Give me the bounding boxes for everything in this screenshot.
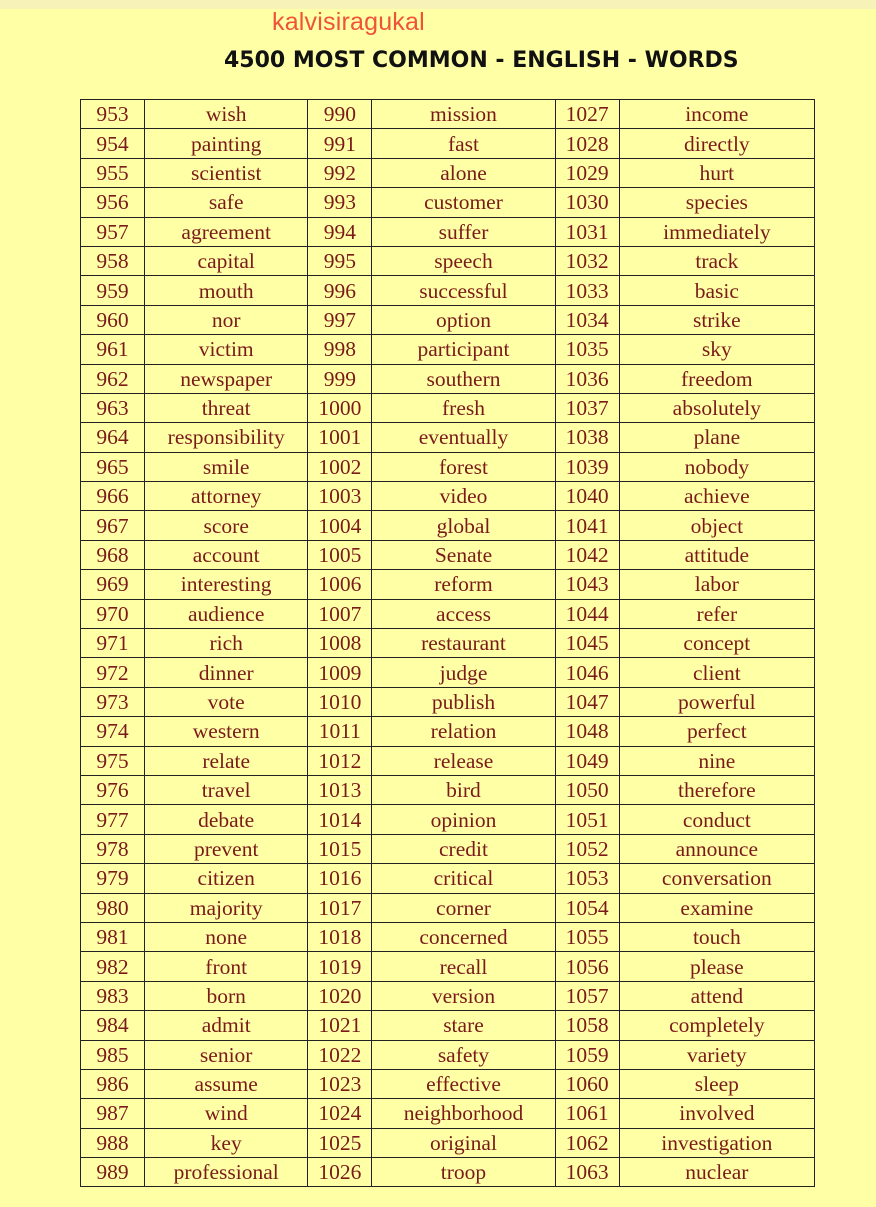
table-row xyxy=(81,1011,815,1040)
word-cell: access xyxy=(372,599,555,628)
table-row xyxy=(81,893,815,922)
number-cell: 980 xyxy=(81,893,145,922)
table-row xyxy=(81,423,815,452)
number-cell: 993 xyxy=(308,188,372,217)
table-row xyxy=(81,276,815,305)
word-cell: effective xyxy=(372,1069,555,1098)
table-row xyxy=(81,511,815,540)
word-cell: opinion xyxy=(372,805,555,834)
word-cell: speech xyxy=(372,246,555,275)
number-cell: 971 xyxy=(81,629,145,658)
number-cell: 1002 xyxy=(308,452,372,481)
word-cell: assume xyxy=(145,1069,308,1098)
number-cell: 1023 xyxy=(308,1069,372,1098)
word-cell: agreement xyxy=(145,217,308,246)
word-cell: involved xyxy=(619,1099,814,1128)
number-cell: 1001 xyxy=(308,423,372,452)
table-row xyxy=(81,393,815,422)
number-cell: 985 xyxy=(81,1040,145,1069)
word-cell: strike xyxy=(619,305,814,334)
number-cell: 1036 xyxy=(555,364,619,393)
table-row xyxy=(81,599,815,628)
word-cell: newspaper xyxy=(145,364,308,393)
word-cell: attorney xyxy=(145,482,308,511)
table-row xyxy=(81,952,815,981)
table-row xyxy=(81,335,815,364)
word-cell: client xyxy=(619,658,814,687)
table-row xyxy=(81,1069,815,1098)
word-cell: basic xyxy=(619,276,814,305)
number-cell: 1057 xyxy=(555,981,619,1010)
number-cell: 1013 xyxy=(308,775,372,804)
word-cell: victim xyxy=(145,335,308,364)
word-cell: conversation xyxy=(619,864,814,893)
number-cell: 963 xyxy=(81,393,145,422)
number-cell: 1054 xyxy=(555,893,619,922)
number-cell: 965 xyxy=(81,452,145,481)
word-cell: absolutely xyxy=(619,393,814,422)
word-cell: species xyxy=(619,188,814,217)
word-cell: stare xyxy=(372,1011,555,1040)
number-cell: 966 xyxy=(81,482,145,511)
number-cell: 1042 xyxy=(555,540,619,569)
table-row xyxy=(81,1040,815,1069)
number-cell: 1025 xyxy=(308,1128,372,1157)
word-cell: income xyxy=(619,100,814,129)
table-row xyxy=(81,805,815,834)
word-cell: born xyxy=(145,981,308,1010)
number-cell: 1009 xyxy=(308,658,372,687)
word-cell: score xyxy=(145,511,308,540)
table-row xyxy=(81,305,815,334)
word-cell: prevent xyxy=(145,834,308,863)
number-cell: 992 xyxy=(308,158,372,187)
number-cell: 1061 xyxy=(555,1099,619,1128)
word-cell: wind xyxy=(145,1099,308,1128)
number-cell: 1032 xyxy=(555,246,619,275)
number-cell: 1018 xyxy=(308,922,372,951)
word-cell: alone xyxy=(372,158,555,187)
word-cell: nobody xyxy=(619,452,814,481)
number-cell: 1062 xyxy=(555,1128,619,1157)
number-cell: 1021 xyxy=(308,1011,372,1040)
word-cell: troop xyxy=(372,1158,555,1187)
table-row xyxy=(81,158,815,187)
word-cell: publish xyxy=(372,687,555,716)
table-row xyxy=(81,1099,815,1128)
word-cell: account xyxy=(145,540,308,569)
number-cell: 956 xyxy=(81,188,145,217)
word-cell: investigation xyxy=(619,1128,814,1157)
word-cell: Senate xyxy=(372,540,555,569)
top-strip xyxy=(0,0,876,9)
table-row xyxy=(81,1158,815,1187)
number-cell: 1010 xyxy=(308,687,372,716)
number-cell: 1034 xyxy=(555,305,619,334)
word-cell: object xyxy=(619,511,814,540)
number-cell: 959 xyxy=(81,276,145,305)
word-cell: global xyxy=(372,511,555,540)
word-cell: video xyxy=(372,482,555,511)
number-cell: 979 xyxy=(81,864,145,893)
number-cell: 955 xyxy=(81,158,145,187)
word-cell: wish xyxy=(145,100,308,129)
word-cell: citizen xyxy=(145,864,308,893)
word-cell: southern xyxy=(372,364,555,393)
word-cell: neighborhood xyxy=(372,1099,555,1128)
number-cell: 989 xyxy=(81,1158,145,1187)
number-cell: 1059 xyxy=(555,1040,619,1069)
word-cell: senior xyxy=(145,1040,308,1069)
word-cell: bird xyxy=(372,775,555,804)
word-cell: forest xyxy=(372,452,555,481)
word-cell: reform xyxy=(372,570,555,599)
word-cell: relation xyxy=(372,717,555,746)
word-cell: painting xyxy=(145,129,308,158)
number-cell: 960 xyxy=(81,305,145,334)
number-cell: 994 xyxy=(308,217,372,246)
number-cell: 970 xyxy=(81,599,145,628)
table-row xyxy=(81,570,815,599)
number-cell: 1041 xyxy=(555,511,619,540)
number-cell: 995 xyxy=(308,246,372,275)
word-cell: nine xyxy=(619,746,814,775)
word-cell: hurt xyxy=(619,158,814,187)
word-cell: front xyxy=(145,952,308,981)
word-cell: eventually xyxy=(372,423,555,452)
number-cell: 969 xyxy=(81,570,145,599)
word-cell: restaurant xyxy=(372,629,555,658)
word-cell: conduct xyxy=(619,805,814,834)
number-cell: 964 xyxy=(81,423,145,452)
number-cell: 1020 xyxy=(308,981,372,1010)
number-cell: 1012 xyxy=(308,746,372,775)
word-cell: professional xyxy=(145,1158,308,1187)
number-cell: 1014 xyxy=(308,805,372,834)
word-cell: majority xyxy=(145,893,308,922)
number-cell: 1028 xyxy=(555,129,619,158)
table-row xyxy=(81,540,815,569)
page-title: 4500 MOST COMMON - ENGLISH - WORDS xyxy=(224,48,739,73)
number-cell: 1004 xyxy=(308,511,372,540)
number-cell: 990 xyxy=(308,100,372,129)
table-row xyxy=(81,922,815,951)
word-cell: relate xyxy=(145,746,308,775)
number-cell: 976 xyxy=(81,775,145,804)
number-cell: 999 xyxy=(308,364,372,393)
word-cell: freedom xyxy=(619,364,814,393)
word-cell: release xyxy=(372,746,555,775)
word-cell: nor xyxy=(145,305,308,334)
word-cell: rich xyxy=(145,629,308,658)
number-cell: 978 xyxy=(81,834,145,863)
table-row xyxy=(81,1128,815,1157)
number-cell: 1055 xyxy=(555,922,619,951)
word-cell: sky xyxy=(619,335,814,364)
number-cell: 1053 xyxy=(555,864,619,893)
number-cell: 1040 xyxy=(555,482,619,511)
word-cell: attend xyxy=(619,981,814,1010)
word-cell: safety xyxy=(372,1040,555,1069)
word-cell: travel xyxy=(145,775,308,804)
word-cell: mouth xyxy=(145,276,308,305)
table-row xyxy=(81,687,815,716)
number-cell: 1063 xyxy=(555,1158,619,1187)
number-cell: 991 xyxy=(308,129,372,158)
number-cell: 972 xyxy=(81,658,145,687)
word-cell: judge xyxy=(372,658,555,687)
word-cell: option xyxy=(372,305,555,334)
table-row xyxy=(81,717,815,746)
number-cell: 962 xyxy=(81,364,145,393)
table-row xyxy=(81,775,815,804)
word-cell: perfect xyxy=(619,717,814,746)
word-cell: audience xyxy=(145,599,308,628)
word-cell: safe xyxy=(145,188,308,217)
word-cell: scientist xyxy=(145,158,308,187)
number-cell: 1039 xyxy=(555,452,619,481)
number-cell: 997 xyxy=(308,305,372,334)
table-row xyxy=(81,658,815,687)
number-cell: 998 xyxy=(308,335,372,364)
number-cell: 967 xyxy=(81,511,145,540)
number-cell: 968 xyxy=(81,540,145,569)
number-cell: 1026 xyxy=(308,1158,372,1187)
word-cell: recall xyxy=(372,952,555,981)
word-cell: dinner xyxy=(145,658,308,687)
word-cell: completely xyxy=(619,1011,814,1040)
word-cell: powerful xyxy=(619,687,814,716)
word-cell: interesting xyxy=(145,570,308,599)
table-row xyxy=(81,100,815,129)
number-cell: 1046 xyxy=(555,658,619,687)
table-row xyxy=(81,217,815,246)
number-cell: 974 xyxy=(81,717,145,746)
number-cell: 1022 xyxy=(308,1040,372,1069)
number-cell: 1044 xyxy=(555,599,619,628)
number-cell: 1033 xyxy=(555,276,619,305)
table-row xyxy=(81,981,815,1010)
number-cell: 958 xyxy=(81,246,145,275)
word-cell: touch xyxy=(619,922,814,951)
table-row xyxy=(81,864,815,893)
number-cell: 1000 xyxy=(308,393,372,422)
word-cell: attitude xyxy=(619,540,814,569)
number-cell: 981 xyxy=(81,922,145,951)
word-cell: please xyxy=(619,952,814,981)
number-cell: 1029 xyxy=(555,158,619,187)
word-cell: corner xyxy=(372,893,555,922)
number-cell: 982 xyxy=(81,952,145,981)
number-cell: 1030 xyxy=(555,188,619,217)
number-cell: 1015 xyxy=(308,834,372,863)
word-cell: capital xyxy=(145,246,308,275)
number-cell: 1058 xyxy=(555,1011,619,1040)
word-cell: none xyxy=(145,922,308,951)
number-cell: 1052 xyxy=(555,834,619,863)
word-cell: therefore xyxy=(619,775,814,804)
number-cell: 1008 xyxy=(308,629,372,658)
number-cell: 1019 xyxy=(308,952,372,981)
word-cell: labor xyxy=(619,570,814,599)
word-cell: version xyxy=(372,981,555,1010)
word-cell: critical xyxy=(372,864,555,893)
word-cell: track xyxy=(619,246,814,275)
number-cell: 1017 xyxy=(308,893,372,922)
word-cell: original xyxy=(372,1128,555,1157)
word-cell: vote xyxy=(145,687,308,716)
number-cell: 1051 xyxy=(555,805,619,834)
word-cell: credit xyxy=(372,834,555,863)
number-cell: 1007 xyxy=(308,599,372,628)
word-cell: threat xyxy=(145,393,308,422)
number-cell: 1037 xyxy=(555,393,619,422)
word-cell: admit xyxy=(145,1011,308,1040)
word-cell: variety xyxy=(619,1040,814,1069)
table-row xyxy=(81,834,815,863)
number-cell: 1031 xyxy=(555,217,619,246)
word-table xyxy=(80,99,815,1187)
word-cell: western xyxy=(145,717,308,746)
word-cell: achieve xyxy=(619,482,814,511)
word-cell: mission xyxy=(372,100,555,129)
word-cell: announce xyxy=(619,834,814,863)
word-cell: fresh xyxy=(372,393,555,422)
number-cell: 973 xyxy=(81,687,145,716)
watermark-text: kalvisiragukal xyxy=(272,8,425,36)
number-cell: 953 xyxy=(81,100,145,129)
number-cell: 961 xyxy=(81,335,145,364)
word-cell: customer xyxy=(372,188,555,217)
word-cell: participant xyxy=(372,335,555,364)
table-row xyxy=(81,629,815,658)
number-cell: 1003 xyxy=(308,482,372,511)
number-cell: 1047 xyxy=(555,687,619,716)
number-cell: 986 xyxy=(81,1069,145,1098)
number-cell: 996 xyxy=(308,276,372,305)
word-cell: responsibility xyxy=(145,423,308,452)
number-cell: 1050 xyxy=(555,775,619,804)
number-cell: 1056 xyxy=(555,952,619,981)
word-cell: key xyxy=(145,1128,308,1157)
word-cell: directly xyxy=(619,129,814,158)
number-cell: 1027 xyxy=(555,100,619,129)
number-cell: 1038 xyxy=(555,423,619,452)
number-cell: 1035 xyxy=(555,335,619,364)
word-cell: smile xyxy=(145,452,308,481)
number-cell: 1024 xyxy=(308,1099,372,1128)
word-cell: concerned xyxy=(372,922,555,951)
word-cell: plane xyxy=(619,423,814,452)
number-cell: 1048 xyxy=(555,717,619,746)
word-cell: refer xyxy=(619,599,814,628)
number-cell: 1049 xyxy=(555,746,619,775)
number-cell: 988 xyxy=(81,1128,145,1157)
table-row xyxy=(81,364,815,393)
number-cell: 957 xyxy=(81,217,145,246)
number-cell: 1006 xyxy=(308,570,372,599)
table-row xyxy=(81,746,815,775)
table-row xyxy=(81,129,815,158)
word-cell: debate xyxy=(145,805,308,834)
number-cell: 1060 xyxy=(555,1069,619,1098)
table-row xyxy=(81,188,815,217)
word-cell: concept xyxy=(619,629,814,658)
number-cell: 984 xyxy=(81,1011,145,1040)
word-cell: successful xyxy=(372,276,555,305)
word-cell: suffer xyxy=(372,217,555,246)
number-cell: 975 xyxy=(81,746,145,775)
table-row xyxy=(81,482,815,511)
table-row xyxy=(81,246,815,275)
word-cell: nuclear xyxy=(619,1158,814,1187)
word-table-body xyxy=(81,100,815,1187)
word-cell: examine xyxy=(619,893,814,922)
table-row xyxy=(81,452,815,481)
number-cell: 977 xyxy=(81,805,145,834)
word-cell: immediately xyxy=(619,217,814,246)
number-cell: 1016 xyxy=(308,864,372,893)
number-cell: 1011 xyxy=(308,717,372,746)
word-cell: sleep xyxy=(619,1069,814,1098)
number-cell: 983 xyxy=(81,981,145,1010)
word-cell: fast xyxy=(372,129,555,158)
number-cell: 1005 xyxy=(308,540,372,569)
number-cell: 954 xyxy=(81,129,145,158)
number-cell: 1043 xyxy=(555,570,619,599)
number-cell: 987 xyxy=(81,1099,145,1128)
number-cell: 1045 xyxy=(555,629,619,658)
